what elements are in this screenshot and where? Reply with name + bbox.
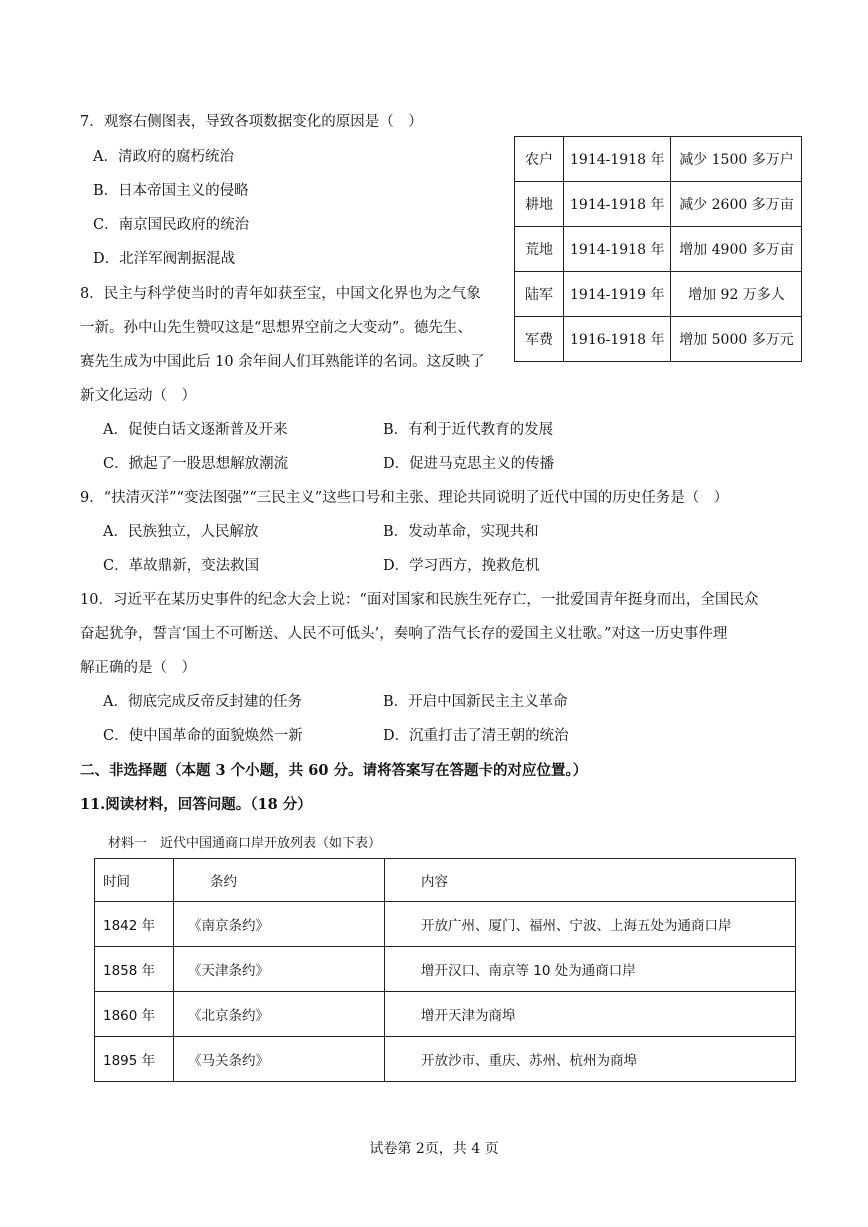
- q9-option-d: D．学习西方，挽救危机: [383, 558, 540, 574]
- table-cell: 1914-1918 年: [564, 182, 671, 227]
- table-cell: 开放沙市、重庆、苏州、杭州为商埠: [385, 1037, 796, 1082]
- table-cell: 荒地: [515, 227, 564, 272]
- column-header-time: 时间: [95, 859, 174, 902]
- page-footer: 试卷第 2页，共 4 页: [369, 1141, 499, 1157]
- table-cell: 1914-1918 年: [564, 137, 671, 182]
- table-cell: 1842 年: [95, 902, 174, 947]
- q10-option-d: D．沉重打击了清王朝的统治: [383, 728, 569, 744]
- q8-stem-line4: 新文化运动（ ）: [80, 388, 196, 404]
- q10-stem-line3: 解正确的是（ ）: [80, 660, 196, 676]
- table-row: [515, 227, 802, 272]
- q7-option-a: A．清政府的腐朽统治: [93, 149, 234, 165]
- table-row: [95, 947, 796, 992]
- q9-option-b: B．发动革命，实现共和: [383, 524, 539, 540]
- table-cell: 耕地: [515, 182, 564, 227]
- table-cell: 1860 年: [95, 992, 174, 1037]
- table-cell: 1858 年: [95, 947, 174, 992]
- material-caption: 材料一 近代中国通商口岸开放列表（如下表）: [108, 836, 382, 851]
- table-cell: 《天津条约》: [174, 947, 385, 992]
- q8-stem-line1: 8．民主与科学使当时的青年如获至宝，中国文化界也为之气象: [80, 286, 481, 302]
- table-cell: 农户: [515, 137, 564, 182]
- table-cell: 1895 年: [95, 1037, 174, 1082]
- q11-stem: 11.阅读材料，回答问题。（18 分）: [80, 796, 312, 813]
- table-row: [515, 272, 802, 317]
- q8-option-a: A．促使白话文逐渐普及开来: [103, 422, 288, 438]
- q10-option-c: C．使中国革命的面貌焕然一新: [103, 728, 303, 744]
- q10-option-b: B．开启中国新民主主义革命: [383, 694, 568, 710]
- q8-option-b: B．有利于近代教育的发展: [383, 422, 554, 438]
- table-cell: 《南京条约》: [174, 902, 385, 947]
- table-cell: 增加 5000 多万元: [671, 317, 802, 362]
- table-cell: 减少 2600 多万亩: [671, 182, 802, 227]
- table-cell: 1914-1918 年: [564, 227, 671, 272]
- table-cell: 《马关条约》: [174, 1037, 385, 1082]
- q7-option-d: D．北洋军阀割据混战: [93, 251, 236, 267]
- table-row: [515, 317, 802, 362]
- table-cell: 增开汉口、南京等 10 处为通商口岸: [385, 947, 796, 992]
- q10-stem-line2: 奋起犹争，誓言‘国土不可断送、人民不可低头’，奏响了浩气长存的爱国主义壮歌。”对这一历史事件理: [80, 626, 728, 642]
- q7-data-table: [514, 136, 802, 362]
- q9-option-a: A．民族独立，人民解放: [103, 524, 259, 540]
- table-cell: 1916-1918 年: [564, 317, 671, 362]
- q9-option-c: C．革故鼎新，变法救国: [103, 558, 260, 574]
- table-row: [95, 1037, 796, 1082]
- q9-stem: 9．“扶清灭洋”“变法图强”“三民主义”这些口号和主张、理论共同说明了近代中国的历史任务是（ ）: [80, 490, 729, 506]
- table-cell: 开放广州、厦门、福州、宁波、上海五处为通商口岸: [385, 902, 796, 947]
- table-cell: 《北京条约》: [174, 992, 385, 1037]
- table-cell: 增加 92 万多人: [671, 272, 802, 317]
- table-header-row: [95, 859, 796, 902]
- q8-option-c: C．掀起了一股思想解放潮流: [103, 456, 289, 472]
- table-cell: 增开天津为商埠: [385, 992, 796, 1037]
- q8-option-d: D．促进马克思主义的传播: [383, 456, 555, 472]
- q7-option-b: B．日本帝国主义的侵略: [93, 183, 249, 199]
- table-row: [95, 992, 796, 1037]
- table-row: [515, 137, 802, 182]
- table-cell: 增加 4900 多万亩: [671, 227, 802, 272]
- q8-stem-line2: 一新。孙中山先生赞叹这是“思想界空前之大变动”。德先生、: [80, 320, 472, 336]
- q7-option-c: C．南京国民政府的统治: [93, 217, 250, 233]
- q7-stem: 7．观察右侧图表，导致各项数据变化的原因是（ ）: [80, 114, 423, 130]
- table-cell: 减少 1500 多万户: [671, 137, 802, 182]
- q8-stem-line3: 赛先生成为中国此后 10 余年间人们耳熟能详的名词。这反映了: [80, 354, 485, 370]
- section-heading: 二、非选择题（本题 3 个小题，共 60 分。请将答案写在答题卡的对应位置。）: [80, 762, 588, 779]
- table-row: [95, 902, 796, 947]
- column-header-content: 内容: [385, 859, 796, 902]
- treaty-ports-table: [94, 858, 796, 1082]
- table-cell: 陆军: [515, 272, 564, 317]
- table-cell: 1914-1919 年: [564, 272, 671, 317]
- table-row: [515, 182, 802, 227]
- q10-stem-line1: 10．习近平在某历史事件的纪念大会上说：“面对国家和民族生死存亡，一批爱国青年挺身而出，全国民众: [80, 592, 759, 608]
- table-cell: 军费: [515, 317, 564, 362]
- column-header-treaty: 条约: [174, 859, 385, 902]
- q10-option-a: A．彻底完成反帝反封建的任务: [103, 694, 302, 710]
